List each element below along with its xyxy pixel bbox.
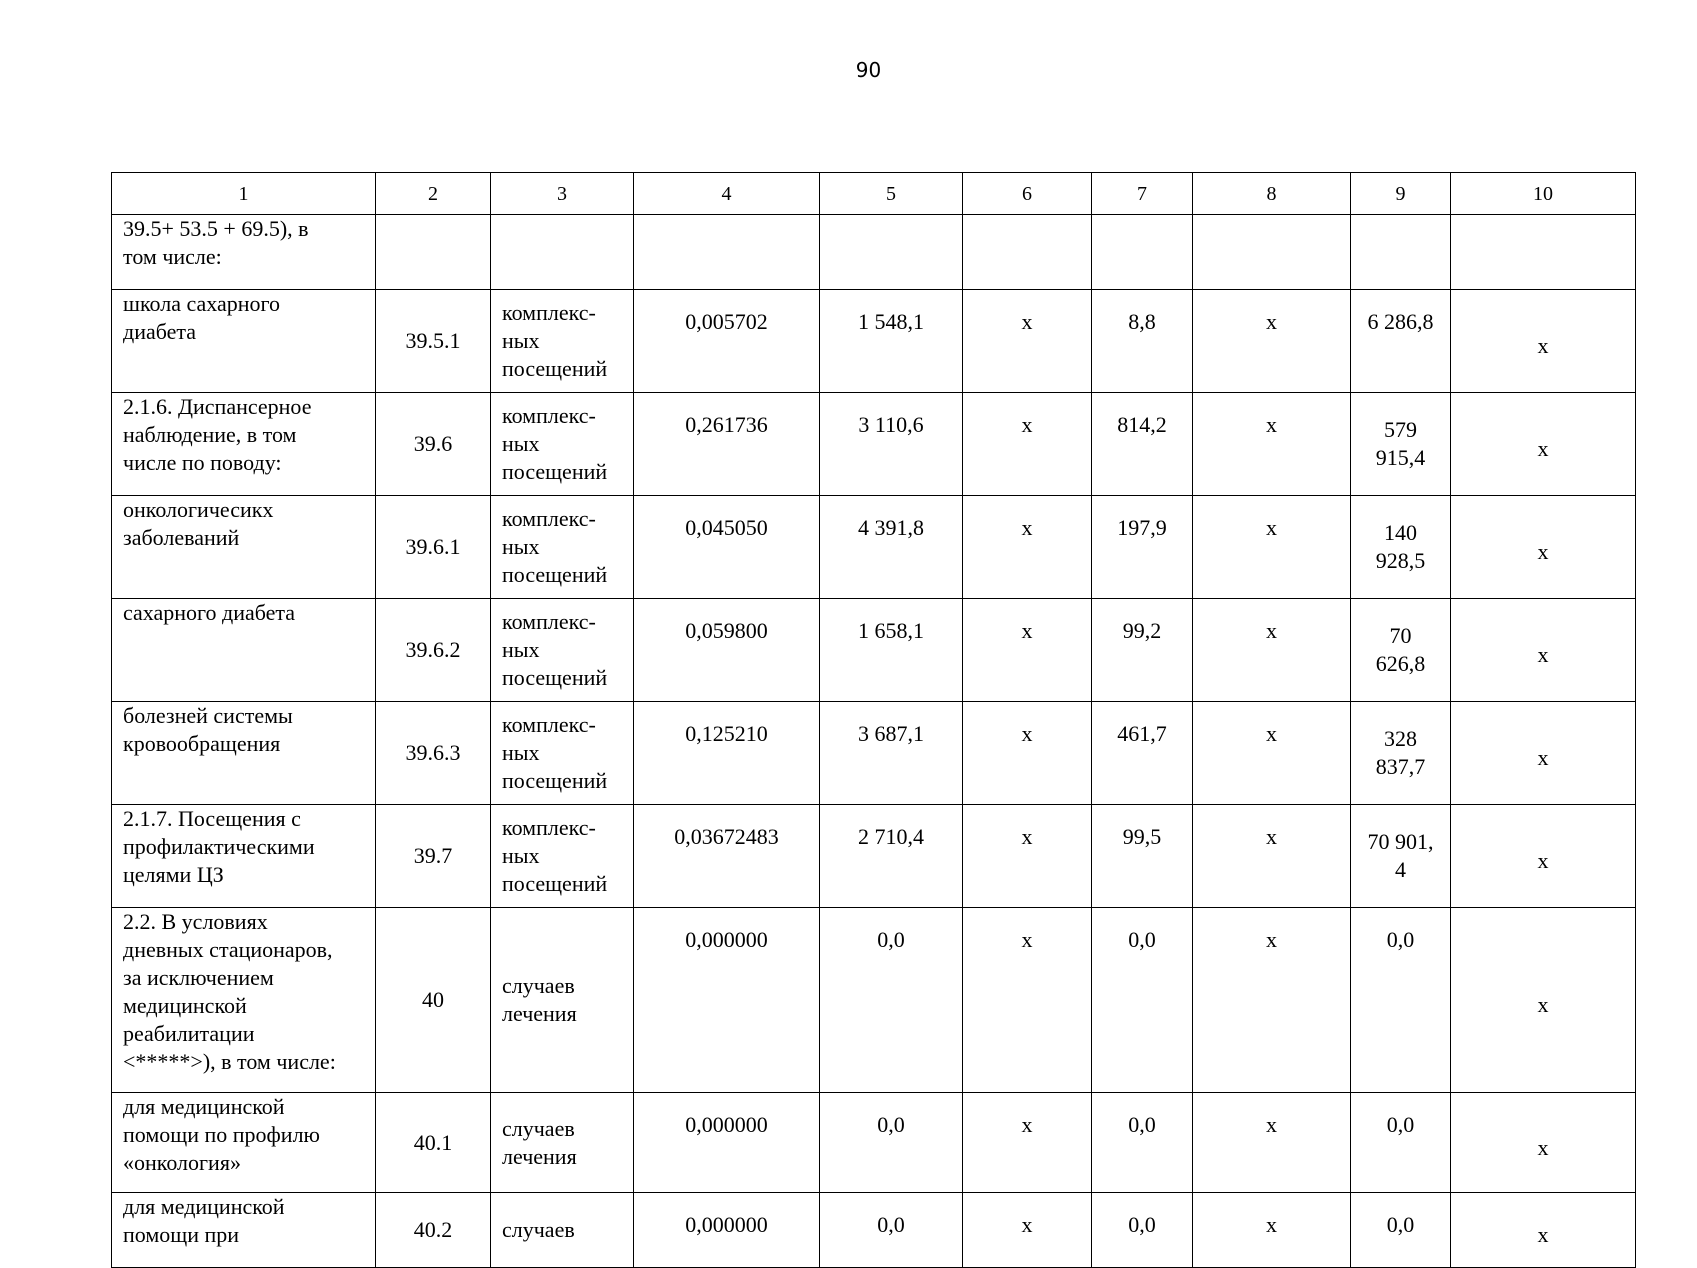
unit-cell [491,215,634,290]
norm-cell: 0,03672483 [634,805,820,908]
indicator-name-cell-line: 2.1.6. Диспансерное [123,394,312,419]
row-code-cell: 39.6 [376,393,491,496]
column-10-cell: х [1451,290,1636,393]
column-9-cell [1351,496,1451,599]
norm-cell [634,215,820,290]
column-6-cell: х [963,702,1092,805]
unit-cell [491,290,634,393]
unit-cell-line: посещений [502,768,608,793]
column-header: 2 [376,173,491,215]
column-9-cell-line: 0,0 [1386,927,1415,952]
column-8-cell: х [1193,1093,1351,1193]
indicator-name-cell-line: числе по поводу: [123,450,282,475]
column-10-cell: х [1451,1093,1636,1193]
unit-cell [491,702,634,805]
row-code-cell: 39.6.2 [376,599,491,702]
column-9-cell-line: 837,7 [1375,754,1426,779]
column-9-cell-line: 0,0 [1386,1112,1415,1137]
column-7-cell: 197,9 [1092,496,1193,599]
column-10-cell: х [1451,1193,1636,1268]
column-8-cell: х [1193,290,1351,393]
indicator-name-cell-line: заболеваний [123,525,240,550]
indicator-name-cell-line: помощи при [123,1222,240,1247]
column-9-cell-line: 928,5 [1375,548,1426,573]
norm-cell: 0,005702 [634,290,820,393]
column-header: 10 [1451,173,1636,215]
unit-cell-line: случаев [502,1217,575,1242]
unit-cell [491,496,634,599]
indicator-name-cell-line: реабилитации [123,1021,255,1046]
norm-cell: 0,045050 [634,496,820,599]
column-10-cell: х [1451,599,1636,702]
table-row [112,215,1636,290]
column-9-cell-line: 140 [1384,520,1417,545]
cost-cell: 0,0 [820,908,963,1093]
column-8-cell: х [1193,702,1351,805]
column-header: 5 [820,173,963,215]
cost-cell [820,215,963,290]
indicator-name-cell-line: онкологичесикх [123,497,274,522]
row-code-cell: 39.6.3 [376,702,491,805]
column-7-cell: 99,5 [1092,805,1193,908]
cost-cell: 3 687,1 [820,702,963,805]
row-code-cell: 40.1 [376,1093,491,1193]
indicator-name-cell-line: за исключением [123,965,274,990]
unit-cell-line: ных [502,534,540,559]
indicator-name-cell-line: для медицинской [123,1194,285,1219]
column-10-cell: х [1451,908,1636,1093]
cost-cell: 1 548,1 [820,290,963,393]
column-9-cell-line: 579 [1384,417,1417,442]
indicator-name-cell [112,1093,376,1193]
header-row [112,173,1636,215]
unit-cell [491,805,634,908]
unit-cell-line: комплекс- [502,815,596,840]
unit-cell-line: ных [502,328,540,353]
unit-cell-line: комплекс- [502,712,596,737]
column-7-cell: 461,7 [1092,702,1193,805]
column-9-cell-line: 0,0 [1386,1212,1415,1237]
column-7-cell: 814,2 [1092,393,1193,496]
column-9-cell [1351,290,1451,393]
unit-cell-line: комплекс- [502,403,596,428]
indicator-name-cell-line: наблюдение, в том [123,422,297,447]
unit-cell-line: случаев [502,1115,575,1141]
indicator-name-cell [112,908,376,1093]
column-9-cell-line: 70 901, [1367,829,1434,854]
column-8-cell: х [1193,908,1351,1093]
indicator-name-cell-line: сахарного диабета [123,600,296,625]
table-row [112,393,1636,496]
indicator-name-cell-line: болезней системы [123,703,293,728]
column-8-cell: х [1193,599,1351,702]
unit-cell-line: ных [502,431,540,456]
unit-cell [491,393,634,496]
column-9-cell-line: 915,4 [1375,445,1426,470]
column-9-cell [1351,805,1451,908]
column-7-cell: 0,0 [1092,1193,1193,1268]
cost-cell: 0,0 [820,1193,963,1268]
indicator-name-cell [112,496,376,599]
table-row [112,599,1636,702]
column-9-cell [1351,215,1451,290]
unit-cell [491,908,634,1093]
unit-cell-line: комплекс- [502,506,596,531]
column-8-cell: х [1193,1193,1351,1268]
column-6-cell: х [963,393,1092,496]
cost-cell: 3 110,6 [820,393,963,496]
indicator-name-cell-line: помощи по профилю [123,1122,320,1147]
norm-cell: 0,000000 [634,1193,820,1268]
table-row [112,496,1636,599]
cost-cell: 1 658,1 [820,599,963,702]
column-9-cell-line: 328 [1384,726,1417,751]
column-6-cell [963,215,1092,290]
column-header: 3 [491,173,634,215]
column-8-cell [1193,215,1351,290]
column-8-cell: х [1193,805,1351,908]
column-9-cell-line: 6 286,8 [1367,309,1434,334]
page-number: 90 [855,58,882,82]
column-9-cell-line: 4 [1395,857,1406,882]
column-7-cell [1092,215,1193,290]
column-9-cell [1351,1093,1451,1193]
column-9-cell-line: 70 [1389,623,1412,648]
column-7-cell: 0,0 [1092,1093,1193,1193]
unit-cell-line: лечения [502,1001,577,1026]
indicator-name-cell-line: 2.2. В условиях [123,909,268,934]
column-6-cell: х [963,1193,1092,1268]
indicator-name-cell-line: <*****>), в том числе: [123,1049,336,1074]
indicator-name-cell [112,599,376,702]
table-row [112,1193,1636,1268]
unit-cell-line: ных [502,843,540,868]
unit-cell [491,1093,634,1193]
indicator-name-cell-line: кровообращения [123,731,281,756]
table-row [112,908,1636,1093]
column-7-cell: 0,0 [1092,908,1193,1093]
unit-cell-line: посещений [502,562,608,587]
data-table [111,172,1636,1268]
indicator-name-cell [112,290,376,393]
row-code-cell: 39.5.1 [376,290,491,393]
indicator-name-cell [112,702,376,805]
column-9-cell-line: 626,8 [1375,651,1426,676]
norm-cell: 0,000000 [634,1093,820,1193]
indicator-name-cell [112,215,376,290]
unit-cell-line: посещений [502,356,608,381]
indicator-name-cell-line: целями ЦЗ [123,862,224,887]
unit-cell-line: комплекс- [502,300,596,325]
indicator-name-cell-line: 2.1.7. Посещения с [123,806,301,831]
column-6-cell: х [963,496,1092,599]
cost-cell: 4 391,8 [820,496,963,599]
column-6-cell: х [963,599,1092,702]
column-header: 7 [1092,173,1193,215]
unit-cell [491,599,634,702]
unit-cell-line: ных [502,740,540,765]
norm-cell: 0,125210 [634,702,820,805]
column-header: 4 [634,173,820,215]
row-code-cell [376,215,491,290]
column-9-cell [1351,1193,1451,1268]
unit-cell-line: ных [502,637,540,662]
row-code-cell: 39.7 [376,805,491,908]
column-header: 9 [1351,173,1451,215]
unit-cell [491,1193,634,1268]
indicator-name-cell [112,393,376,496]
norm-cell: 0,059800 [634,599,820,702]
indicator-name-cell-line: для медицинской [123,1094,285,1119]
indicator-name-cell-line: дневных стационаров, [123,937,333,962]
table-row [112,702,1636,805]
column-6-cell: х [963,908,1092,1093]
row-code-cell: 39.6.1 [376,496,491,599]
indicator-name-cell-line: профилактическими [123,834,315,859]
column-header: 8 [1193,173,1351,215]
table-body [112,173,1636,1268]
column-9-cell [1351,702,1451,805]
norm-cell: 0,261736 [634,393,820,496]
column-6-cell: х [963,1093,1092,1193]
indicator-name-cell [112,1193,376,1268]
indicator-name-cell-line: «онкология» [123,1150,241,1175]
column-6-cell: х [963,290,1092,393]
column-10-cell: х [1451,805,1636,908]
unit-cell-line: посещений [502,665,608,690]
cost-cell: 0,0 [820,1093,963,1193]
column-10-cell: х [1451,702,1636,805]
column-9-cell [1351,599,1451,702]
column-6-cell: х [963,805,1092,908]
indicator-name-cell-line: медицинской [123,993,247,1018]
column-header: 6 [963,173,1092,215]
column-7-cell: 8,8 [1092,290,1193,393]
unit-cell-line: случаев [502,973,575,998]
unit-cell-line: лечения [502,1143,577,1169]
column-10-cell: х [1451,393,1636,496]
column-8-cell: х [1193,496,1351,599]
column-9-cell [1351,908,1451,1093]
column-7-cell: 99,2 [1092,599,1193,702]
indicator-name-cell-line: том числе: [123,244,222,269]
column-8-cell: х [1193,393,1351,496]
indicator-name-cell-line: диабета [123,319,197,344]
column-10-cell: х [1451,496,1636,599]
table-row [112,1093,1636,1193]
indicator-name-cell [112,805,376,908]
unit-cell-line: посещений [502,459,608,484]
cost-cell: 2 710,4 [820,805,963,908]
unit-cell-line: посещений [502,871,608,896]
column-9-cell [1351,393,1451,496]
column-header: 1 [112,173,376,215]
table-row [112,805,1636,908]
row-code-cell: 40 [376,908,491,1093]
row-code-cell: 40.2 [376,1193,491,1268]
norm-cell: 0,000000 [634,908,820,1093]
indicator-name-cell-line: школа сахарного [123,291,280,316]
unit-cell-line: комплекс- [502,609,596,634]
table-row [112,290,1636,393]
column-10-cell [1451,215,1636,290]
indicator-name-cell-line: 39.5+ 53.5 + 69.5), в [123,216,309,241]
